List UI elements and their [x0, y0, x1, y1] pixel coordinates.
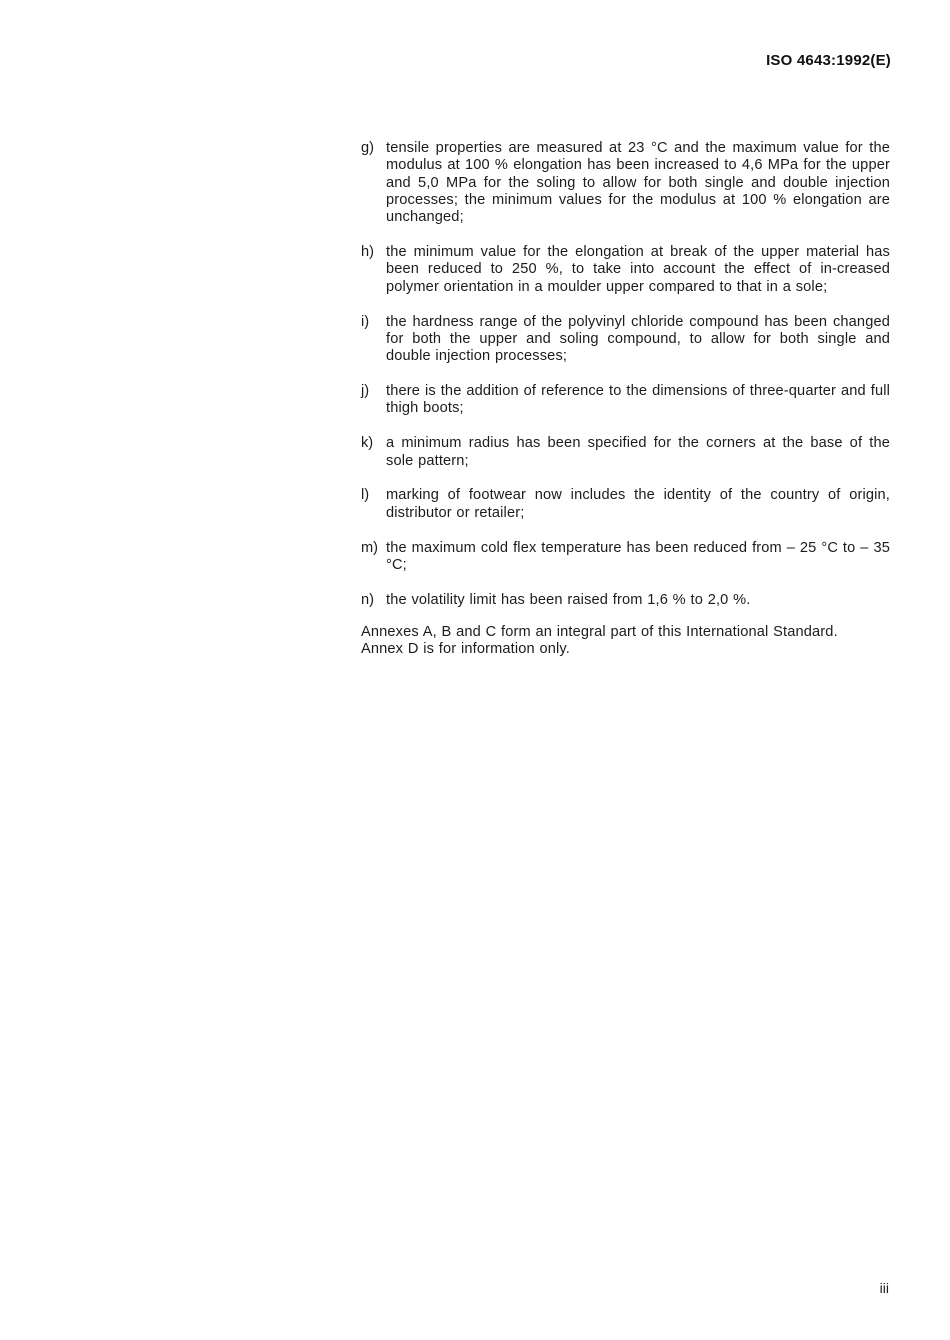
list-item-label: h)	[361, 244, 374, 261]
list-item-j	[361, 383, 890, 418]
annex-note-line: Annex D is for information only.	[361, 640, 570, 657]
list-item-text: the volatility limit has been raised from 1,6 % to 2,0 %.	[386, 591, 751, 608]
list-item-label: n)	[361, 591, 374, 608]
list-item-label: k)	[361, 435, 374, 452]
list-item-h	[361, 244, 890, 296]
list-item-text: the minimum value for the elongation at break of the upper material has been reduced to 250 %, to take into account the effect of in-creased polymer orientation in a moulder upper compared to that in a sole;	[386, 244, 890, 295]
list-item-i	[361, 314, 890, 366]
list-item-text: there is the addition of reference to the dimensions of three-quarter and full thigh boots;	[386, 383, 890, 417]
list-item-text: the maximum cold flex temperature has been reduced from – 25 °C to – 35 °C;	[386, 539, 890, 573]
page-number: iii	[879, 1280, 889, 1296]
list-item-n	[361, 592, 890, 609]
list-item-label: i)	[361, 313, 370, 330]
document-header: ISO 4643:1992(E)	[766, 52, 891, 69]
list-item-text: tensile properties are measured at 23 °C and the maximum value for the modulus at 100 % elongation has been increased to 4,6 MPa for the upper and 5,0 MPa for the soling to allow for both single and double injection processes; the minimum values for the modulus at 100 % elongation are unchanged;	[386, 140, 890, 226]
list-item-k	[361, 435, 890, 470]
list-item-label: j)	[361, 383, 370, 400]
list-item-text: a minimum radius has been specified for the corners at the base of the sole pattern;	[386, 435, 890, 469]
list-item-text: the hardness range of the polyvinyl chloride compound has been changed for both the upper and soling compound, to allow for both single and double injection processes;	[386, 313, 890, 365]
list-item-label: m)	[361, 539, 379, 556]
foreword-changes-list	[361, 140, 890, 658]
list-item-m	[361, 540, 890, 575]
list-item-l	[361, 487, 890, 522]
list-item-g	[361, 140, 890, 226]
list-item-text: marking of footwear now includes the identity of the country of origin, distributor or retailer;	[386, 487, 890, 521]
annex-note	[361, 624, 890, 659]
list-item-label: l)	[361, 487, 370, 504]
list-item-label: g)	[361, 140, 374, 156]
annex-note-line: Annexes A, B and C form an integral part of this International Standard.	[361, 623, 838, 640]
